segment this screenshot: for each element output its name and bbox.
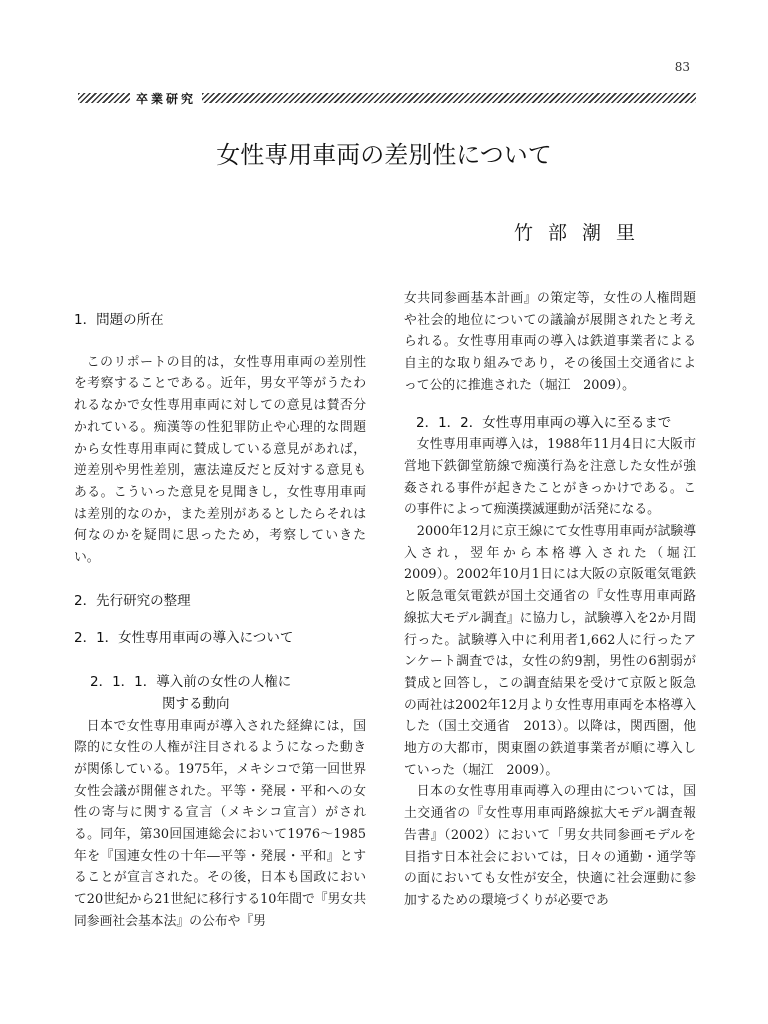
section-2-1-1-heading-line1: 2．1．1．導入前の女性の人権に	[90, 674, 292, 691]
section-2-1-2-paragraph-1: 女性専用車両導入は，1988年11月4日に大阪市営地下鉄御堂筋線で痴漢行為を注意した女性が強姦される事件が起きたことがきっかけである。この事件によって痴漢撲滅運動が活発になる。	[404, 437, 696, 518]
left-column	[74, 310, 366, 933]
section-2-1-2-paragraph-3: 日本の女性専用車両導入の理由については，国土交通省の『女性専用車両路線拡大モデル調査報告書』（2002）において「男女共同参画モデルを目指す日本社会においては，日々の通勤・通学等の面においても女性が安全，快適に社会運動に参加するための環境づくりが必要であ	[404, 784, 696, 908]
banner-hatch-right	[202, 93, 696, 103]
section-2-1-2-paragraph-2: 2000年12月に京王線にて女性専用車両が試験導入され，翌年から本格導入された（堀江 2009）。2002年10月1日には大阪の京阪電気電鉄と阪急電気電鉄が国土交通省の『女性専用車両路線拡大モデル調査』に協力し，試験導入を2か月間行った。試験導入中に利用者1,662人に行ったアンケート調査では，女性の約9割，男性の6割弱が賛成と回答し，この調査結果を受けて京阪と阪急の両社は2002年12月より女性専用車両を本格導入した（国土交通省 2013）。以降は，関西圏，他地方の大都市，関東圏の鉄道事業者が順に導入していった（堀江 2009）。	[404, 524, 709, 778]
right-column	[404, 288, 709, 912]
section-2-1-1-paragraph: 日本で女性専用車両が導入された経緯には，国際的に女性の人権が注目されるようになった動きが関係している。1975年，メキシコで第一回世界女性会議が開催された。平等・発展・平和への女性の寄与に関する宣言（メキシコ宣言）がされる。同年，第30回国連総会において1976～1985年を『国連女性の十年―平等・発展・平和』とすることが宣言された。その後，日本も国政において20世紀から21世紀に移行する10年間で『男女共同参画社会基本法』の公布や『男	[74, 718, 366, 929]
section-1-heading: 1．問題の所在	[74, 312, 164, 328]
section-banner	[78, 90, 696, 106]
page-number: 83	[674, 60, 690, 74]
banner-label: 卒業研究	[136, 91, 197, 106]
section-2-heading: 2．先行研究の整理	[74, 592, 191, 609]
continuation-paragraph: 女共同参画基本計画』の策定等，女性の人権問題や社会的地位についての議論が展開されたと考えられる。女性専用車両の導入は鉄道事業者による自主的な取り組みであり，その後国土交通省によって公的に推進された（堀江 2009）。	[404, 291, 696, 393]
section-2-1-1-heading-line2: 関する動向	[162, 695, 230, 712]
section-2-1-heading: 2．1．女性専用車両の導入について	[74, 630, 294, 647]
section-1-paragraph: このリポートの目的は，女性専用車両の差別性を考察することである。近年，男女平等がうたわれるなかで女性専用車両に対しての意見は賛否分かれている。痴漢等の性犯罪防止や心理的な問題から女性専用車両に賛成している意見があれば，逆差別や男性差別，憲法違反だと反対する意見もある。こういった意見を見聞きし，女性専用車両は差別的なのか，また差別があるとしたらそれは何なのかを疑問に思ったため，考察していきたい。	[74, 354, 366, 566]
section-2-1-2-heading: 2．1．2．女性専用車両の導入に至るまで	[416, 414, 672, 431]
author-name: 竹部潮里	[513, 222, 650, 244]
section-2-1-1-heading-block	[74, 672, 366, 715]
banner-hatch-left	[78, 93, 130, 103]
paper-title: 女性専用車両の差別性について	[216, 141, 552, 169]
